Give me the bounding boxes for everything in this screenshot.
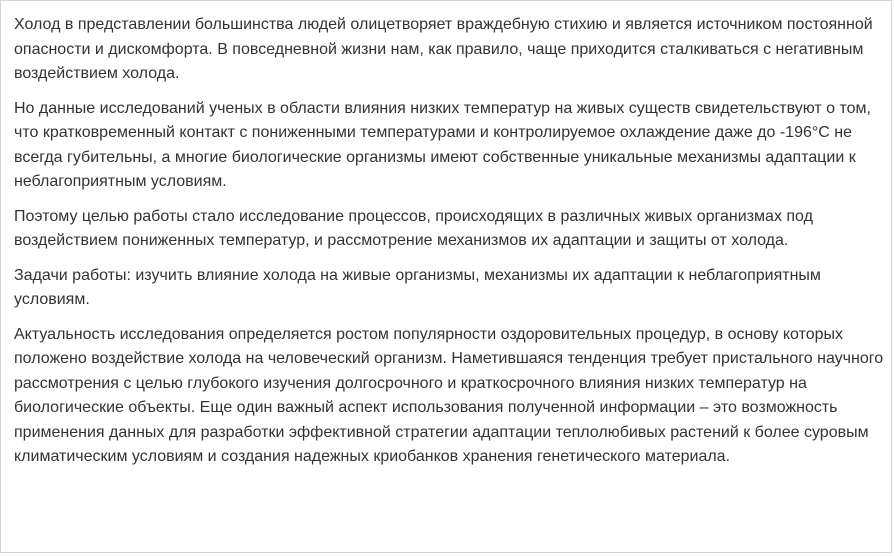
paragraph-tasks: Задачи работы: изучить влияние холода на живые организмы, механизмы их адаптации к неблагоприятным условиям.: [14, 266, 821, 308]
paragraph-goal: Поэтому целью работы стало исследование процессов, происходящих в различных живых организмах под воздействием пониженных температур, и рассмотрение механизмов их адаптации и защиты от холода.: [14, 207, 813, 249]
paragraph-intro: Холод в представлении большинства людей олицетворяет враждебную стихию и является источником постоянной опасности и дискомфорта. В повседневной жизни нам, как правило, чаще приходится сталкиваться с негативным воздействием холода.: [14, 16, 873, 82]
paragraph-relevance: Актуальность исследования определяется ростом популярности оздоровительных процедур, в основу которых положено воздействие холода на человеческий организм. Наметившаяся тенденция требует пристального научного рассмотрения с целью глубокого изучения долгосрочного и краткосрочного влияния низких температур на биологические объекты. Еще один важный аспект использования полученной информации – это возможность применения данных для разработки эффективной стратегии адаптации теплолюбивых растений к более суровым климатическим условиям и создания надежных криобанков хранения генетического материала.: [14, 325, 884, 465]
paragraph-research-data: Но данные исследований ученых в области влияния низких температур на живых существ свидетельствуют о том, что кратковременный контакт с пониженными температурами и контролируемое охлаждение даже до -196°С не всегда губительны, а многие биологические организмы имеют собственные уникальные механизмы адаптации к неблагоприятным условиям.: [14, 99, 871, 190]
article-body: [14, 13, 884, 480]
